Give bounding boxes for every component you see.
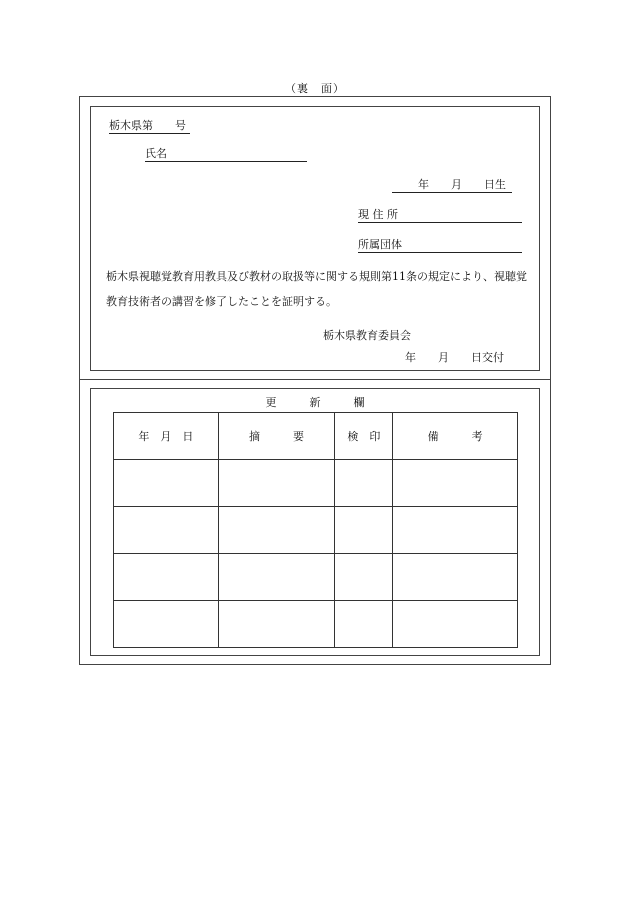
table-cell [335,554,393,601]
table-row [114,554,518,601]
table-cell [114,507,219,554]
table-cell [218,554,335,601]
table-cell [393,601,518,648]
table-cell [114,460,219,507]
certificate-number: 栃木県第 号 [109,117,190,134]
table-cell [335,460,393,507]
address-field [358,206,522,223]
name-field [145,145,307,162]
table-cell [114,601,219,648]
table-cell [335,507,393,554]
issue-date: 年 月 日交付 [405,351,504,364]
table-row [114,460,518,507]
page-title: （裏 面） [285,82,345,95]
affiliation-field [358,236,522,253]
table-cell [335,601,393,648]
table-cell [218,507,335,554]
column-header-summary: 摘 要 [218,413,335,460]
certification-statement: 栃木県視聴覚教育用教具及び教材の取扱等に関する規則第11条の規定により、視聴覚教育技術者の講習を修了したことを証明する。 [106,270,527,308]
column-header-date: 年 月 日 [114,413,219,460]
table-cell [393,460,518,507]
renewal-table [113,412,518,648]
renewal-title: 更 新 欄 [265,396,365,409]
table-cell [393,507,518,554]
issuer-name: 栃木県教育委員会 [323,329,411,342]
affiliation-label: 所属団体 [358,236,522,253]
column-header-seal: 検 印 [335,413,393,460]
name-label: 氏名 [145,145,307,162]
table-row [114,507,518,554]
table-cell [393,554,518,601]
card-fold-divider [79,379,551,380]
table-cell [218,601,335,648]
birth-date-field: 年 月 日生 [392,176,512,193]
column-header-remarks: 備 考 [393,413,518,460]
table-row [114,601,518,648]
table-cell [114,554,219,601]
address-label: 現 住 所 [358,206,522,223]
renewal-header-row [114,413,518,460]
table-cell [218,460,335,507]
